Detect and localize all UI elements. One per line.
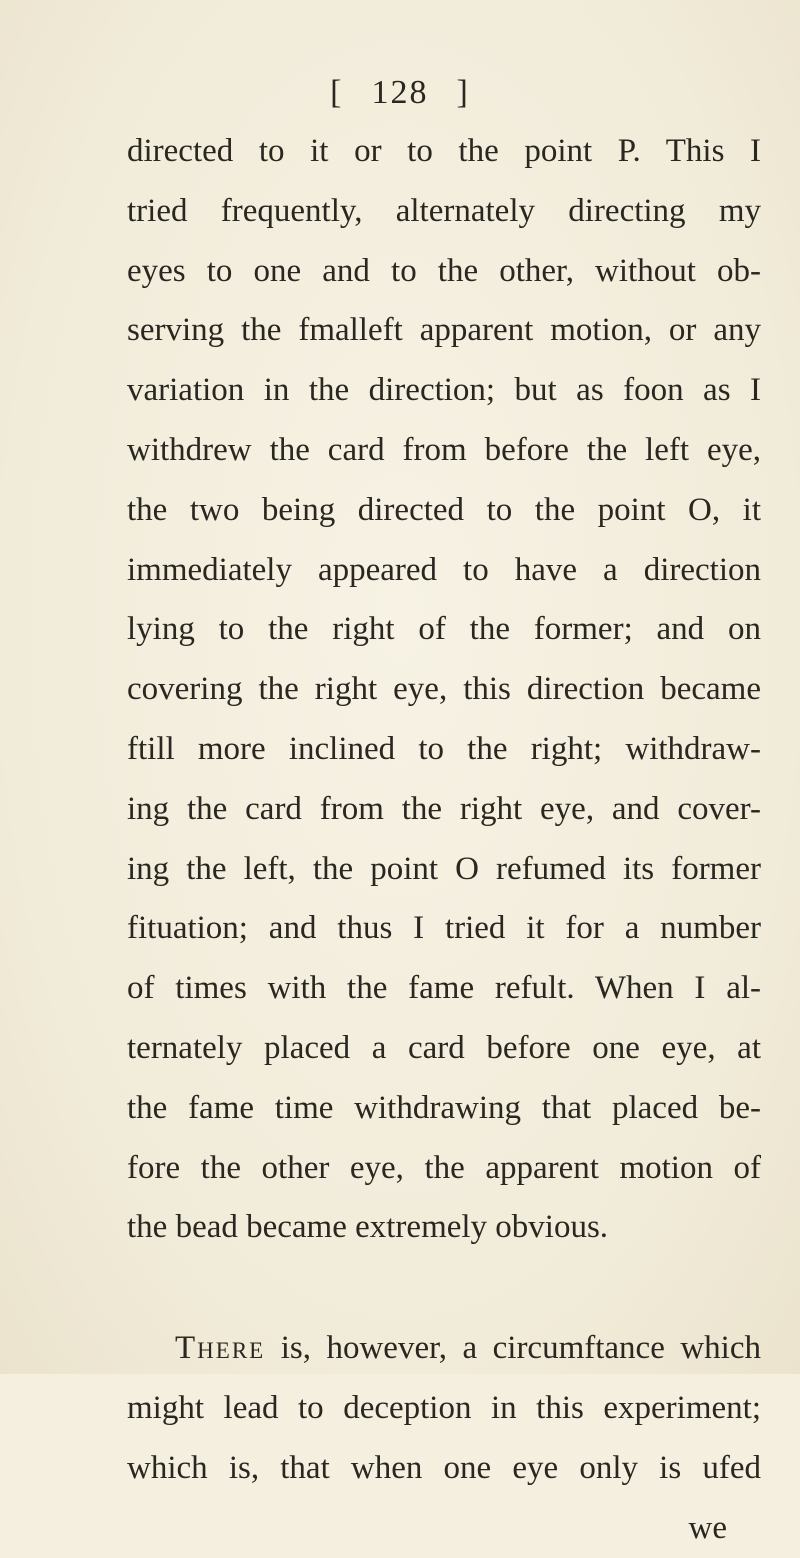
catchword: we: [688, 1509, 727, 1546]
text-line: which is, that when one eye only is ufed: [127, 1449, 761, 1486]
text-line: ftill more inclined to the right; withdraw-: [127, 730, 761, 767]
text-line: the fame time withdrawing that placed be-: [127, 1089, 761, 1126]
text-line: of times with the fame refult. When I al-: [127, 970, 761, 1007]
text-line: fituation; and thus I tried it for a number: [127, 910, 761, 947]
text-line: directed to it or to the point P. This I: [127, 133, 761, 169]
small-caps-word: There: [175, 1330, 266, 1367]
text-line: might lead to deception in this experiment;: [127, 1389, 761, 1426]
text-line: ing the card from the right eye, and cover-: [127, 790, 761, 827]
text-line: the bead became extremely obvious.: [127, 1209, 609, 1246]
text-line: serving the fmalleft apparent motion, or any: [127, 312, 761, 349]
page-number: 128: [371, 74, 429, 111]
text-line: covering the right eye, this direction became: [127, 671, 761, 708]
text-line: immediately appeared to have a direction: [127, 551, 761, 588]
bracket-close: ]: [456, 74, 470, 111]
body-text: [127, 122, 761, 1558]
bracket-open: [: [330, 74, 344, 111]
text-line: tried frequently, alternately directing my: [127, 192, 761, 229]
text-line: lying to the right of the former; and on: [127, 611, 761, 648]
page-header: [0, 74, 800, 112]
paragraph-opening-line: [127, 1319, 761, 1379]
text-line: variation in the direction; but as foon as I: [127, 372, 761, 409]
text-line: ing the left, the point O refumed its former: [127, 850, 761, 887]
text-line: fore the other eye, the apparent motion of: [127, 1149, 761, 1186]
text-line: withdrew the card from before the left eye,: [127, 431, 761, 468]
text-line: eyes to one and to the other, without ob-: [127, 252, 761, 289]
text-fragment: is, however, a circumftance which: [265, 1330, 761, 1367]
text-line: ternately placed a card before one eye, at: [127, 1029, 761, 1066]
paragraph-gap: [127, 1258, 761, 1319]
text-line: the two being directed to the point O, it: [127, 491, 761, 528]
